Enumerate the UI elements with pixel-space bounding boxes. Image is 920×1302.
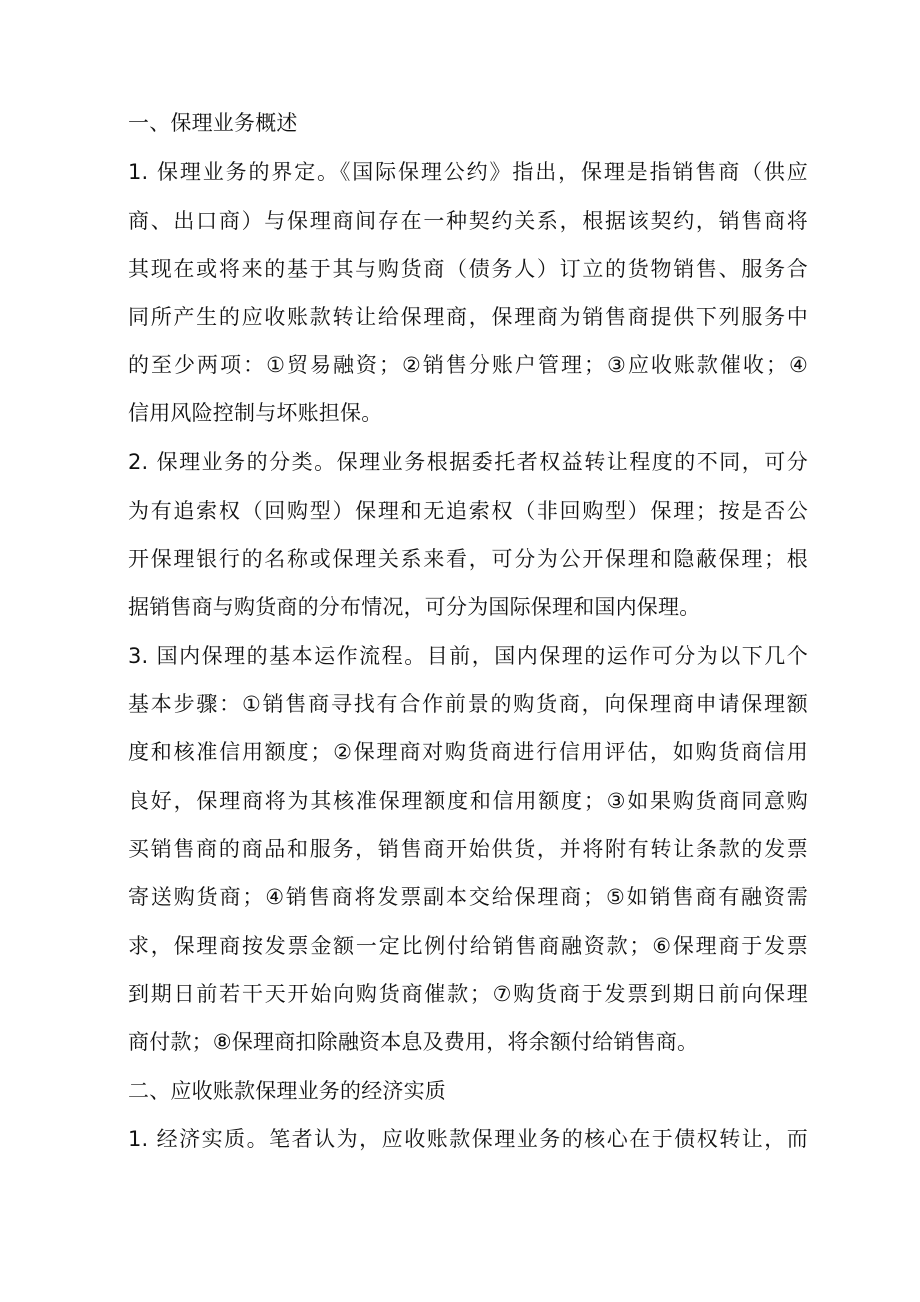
paragraph-line: 良好，保理商将为其核准保理额度和信用额度；③如果购货商同意购	[128, 789, 808, 813]
paragraph-line: 买销售商的商品和服务，销售商开始供货，并将附有转让条款的发票	[128, 837, 808, 861]
paragraph-line: 其现在或将来的基于其与购货商（债务人）订立的货物销售、服务合	[128, 257, 808, 281]
paragraph-line: 开保理银行的名称或保理关系来看，可分为公开保理和隐蔽保理；根	[128, 547, 808, 571]
paragraph-line: 1. 保理业务的界定。《国际保理公约》指出，保理是指销售商（供应	[128, 160, 808, 184]
paragraph-line: 同所产生的应收账款转让给保理商，保理商为销售商提供下列服务中	[128, 305, 808, 329]
paragraph-line: 1. 经济实质。笔者认为，应收账款保理业务的核心在于债权转让，而	[128, 1127, 808, 1151]
paragraph-line: 2. 保理业务的分类。保理业务根据委托者权益转让程度的不同，可分	[128, 450, 808, 474]
paragraph-line: 度和核准信用额度；②保理商对购货商进行信用评估，如购货商信用	[128, 740, 808, 764]
section-heading-2: 二、应收账款保理业务的经济实质	[128, 1079, 446, 1103]
paragraph-line: 寄送购货商；④销售商将发票副本交给保理商；⑤如销售商有融资需	[128, 885, 808, 909]
paragraph-line: 3. 国内保理的基本运作流程。目前，国内保理的运作可分为以下几个	[128, 644, 808, 668]
paragraph-line: 基本步骤：①销售商寻找有合作前景的购货商，向保理商申请保理额	[128, 692, 808, 716]
section-heading-1: 一、保理业务概述	[128, 111, 298, 135]
paragraph-line: 求，保理商按发票金额一定比例付给销售商融资款；⑥保理商于发票	[128, 934, 808, 958]
paragraph-line: 的至少两项：①贸易融资；②销售分账户管理；③应收账款催收；④	[128, 353, 808, 377]
paragraph-line: 信用风险控制与坏账担保。	[128, 401, 383, 425]
paragraph-line: 商付款；⑧保理商扣除融资本息及费用，将余额付给销售商。	[128, 1030, 699, 1054]
paragraph-line: 据销售商与购货商的分布情况，可分为国际保理和国内保理。	[128, 595, 701, 619]
paragraph-line: 为有追索权（回购型）保理和无追索权（非回购型）保理；按是否公	[128, 499, 808, 523]
paragraph-line: 商、出口商）与保理商间存在一种契约关系，根据该契约，销售商将	[128, 209, 808, 233]
paragraph-line: 到期日前若干天开始向购货商催款；⑦购货商于发票到期日前向保理	[128, 982, 808, 1006]
